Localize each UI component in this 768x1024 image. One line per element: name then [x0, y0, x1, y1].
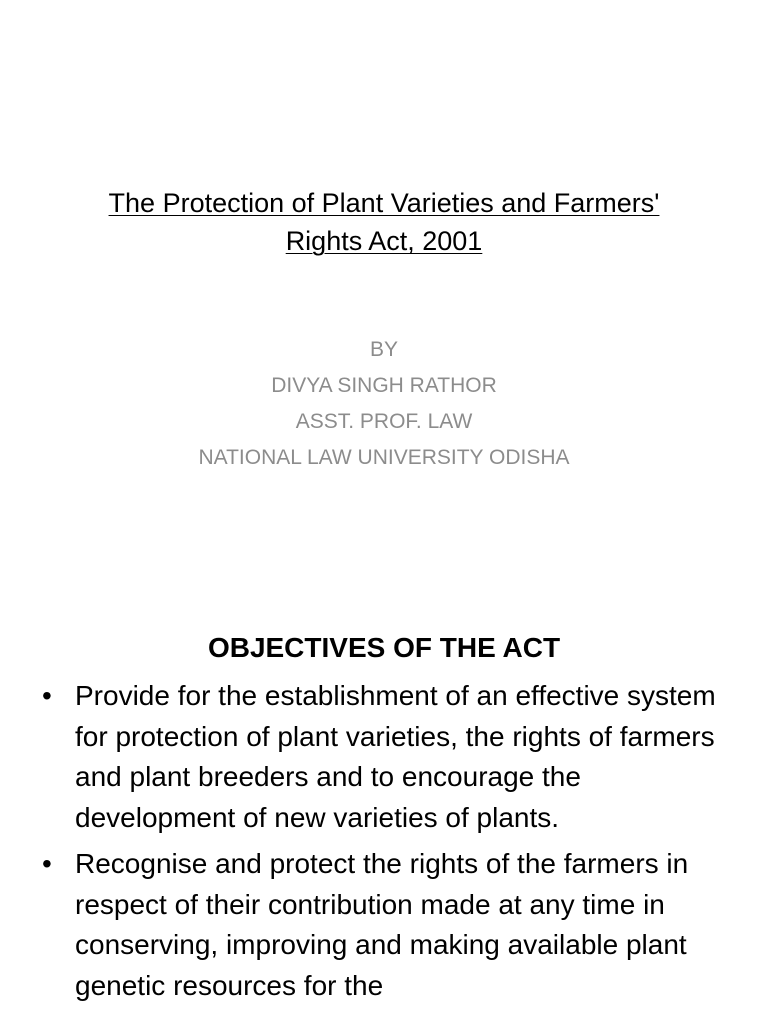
bullet-icon: • — [42, 848, 52, 879]
byline-by: BY — [369, 338, 398, 361]
objectives-heading: OBJECTIVES OF THE ACT — [207, 632, 561, 663]
objective-item-2 — [42, 844, 732, 1006]
slide-title-line-1: The Protection of Plant Varieties and Farmers' — [108, 188, 660, 218]
byline-author-title: ASST. PROF. LAW — [295, 410, 473, 433]
objectives-slide — [0, 576, 768, 1024]
slide-title — [60, 184, 708, 260]
objectives-list — [42, 676, 732, 1012]
objective-text-2: Recognise and protect the rights of the farmers in respect of their contribution made at any time in conserving, improving and making available plant genetic resources for the — [75, 848, 689, 1001]
bullet-icon: • — [42, 680, 52, 711]
slide-title-line-2: Rights Act, 2001 — [285, 226, 483, 256]
byline-institution: NATIONAL LAW UNIVERSITY ODISHA — [198, 446, 570, 469]
objective-text-1: Provide for the establishment of an effective system for protection of plant varieties, the rights of farmers and plant breeders and to encourage the development of new varieties of plants. — [75, 680, 716, 833]
author-byline — [60, 332, 708, 476]
byline-author-name: DIVYA SINGH RATHOR — [271, 374, 497, 397]
objective-item-1 — [42, 676, 732, 838]
